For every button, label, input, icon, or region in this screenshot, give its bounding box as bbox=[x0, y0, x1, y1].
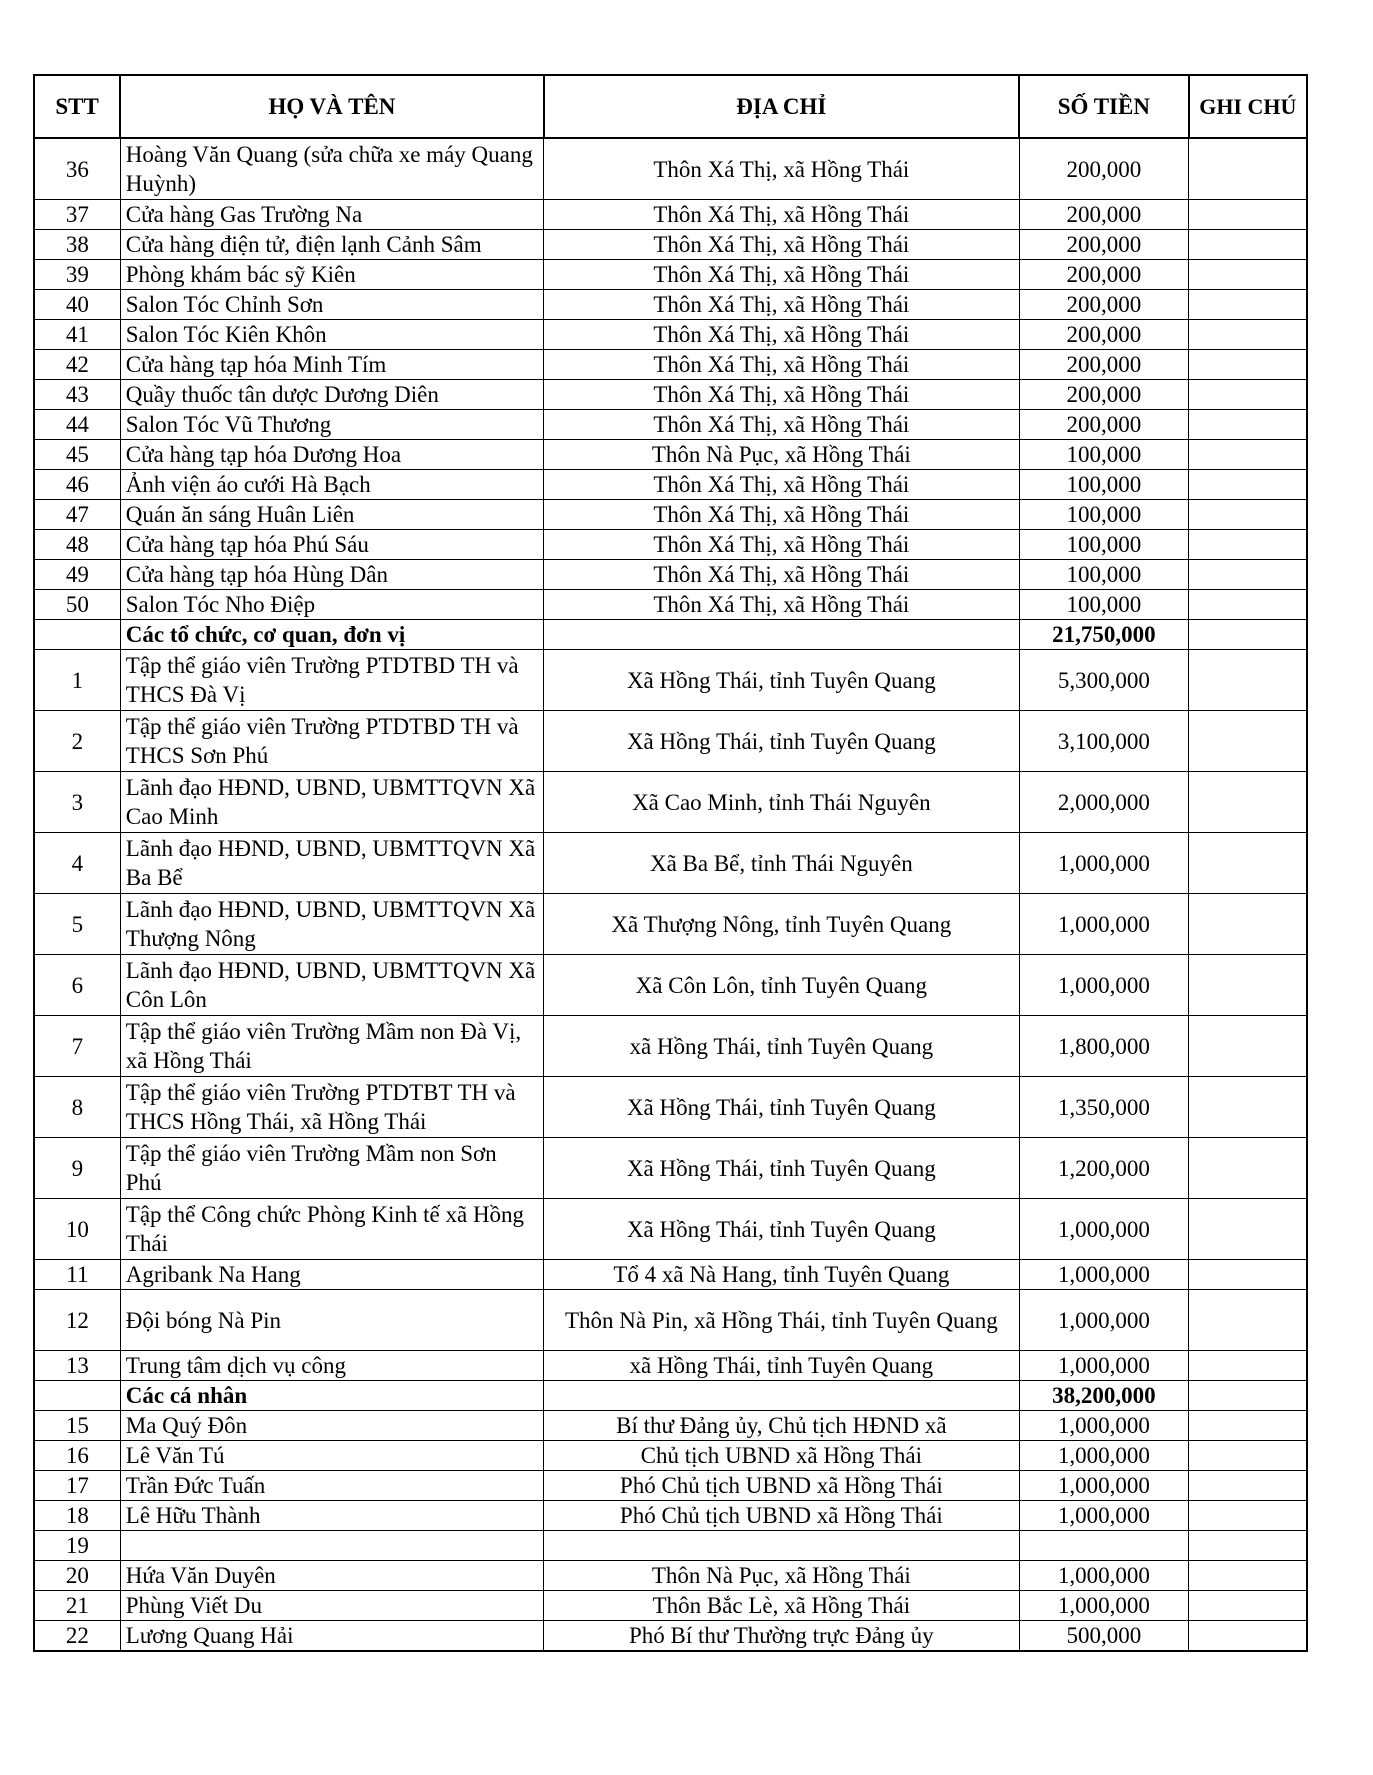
table-row bbox=[34, 590, 1307, 620]
cell-stt: 48 bbox=[34, 530, 120, 560]
table-row bbox=[34, 230, 1307, 260]
cell-stt: 5 bbox=[34, 894, 120, 955]
cell-name: Salon Tóc Nho Điệp bbox=[120, 590, 543, 620]
cell-note bbox=[1189, 1621, 1307, 1652]
cell-address: Thôn Xá Thị, xã Hồng Thái bbox=[544, 350, 1019, 380]
cell-address: Phó Bí thư Thường trực Đảng ủy bbox=[544, 1621, 1019, 1652]
table-row bbox=[34, 138, 1307, 200]
cell-name: Tập thể giáo viên Trường PTDTBD TH và THCS Sơn Phú bbox=[120, 711, 543, 772]
cell-note bbox=[1189, 380, 1307, 410]
cell-name: Lãnh đạo HĐND, UBND, UBMTTQVN Xã Côn Lôn bbox=[120, 955, 543, 1016]
table-row bbox=[34, 955, 1307, 1016]
cell-note bbox=[1189, 772, 1307, 833]
cell-address: xã Hồng Thái, tỉnh Tuyên Quang bbox=[544, 1351, 1019, 1381]
cell-note bbox=[1189, 1016, 1307, 1077]
cell-stt: 47 bbox=[34, 500, 120, 530]
cell-name: Hoàng Văn Quang (sửa chữa xe máy Quang Huỳnh) bbox=[120, 138, 543, 200]
cell-address: Xã Ba Bể, tỉnh Thái Nguyên bbox=[544, 833, 1019, 894]
cell-note bbox=[1189, 650, 1307, 711]
cell-amount: 1,000,000 bbox=[1019, 1260, 1189, 1290]
cell-note bbox=[1189, 260, 1307, 290]
cell-name: Ảnh viện áo cưới Hà Bạch bbox=[120, 470, 543, 500]
cell-address: Thôn Nà Pục, xã Hồng Thái bbox=[544, 1561, 1019, 1591]
cell-address bbox=[544, 1531, 1019, 1561]
cell-stt: 36 bbox=[34, 138, 120, 200]
cell-note bbox=[1189, 620, 1307, 650]
table-row bbox=[34, 1531, 1307, 1561]
table-row bbox=[34, 260, 1307, 290]
cell-amount bbox=[1019, 1531, 1189, 1561]
cell-address: Thôn Xá Thị, xã Hồng Thái bbox=[544, 560, 1019, 590]
header-stt: STT bbox=[34, 75, 120, 138]
cell-name: Các cá nhân bbox=[120, 1381, 543, 1411]
cell-stt: 21 bbox=[34, 1591, 120, 1621]
donation-table bbox=[33, 74, 1308, 1652]
cell-address: Thôn Xá Thị, xã Hồng Thái bbox=[544, 590, 1019, 620]
cell-name: Tập thể giáo viên Trường PTDTBD TH và THCS Đà Vị bbox=[120, 650, 543, 711]
table-row bbox=[34, 1471, 1307, 1501]
table-row bbox=[34, 290, 1307, 320]
cell-name: Lê Văn Tú bbox=[120, 1441, 543, 1471]
cell-note bbox=[1189, 470, 1307, 500]
cell-address: Thôn Xá Thị, xã Hồng Thái bbox=[544, 500, 1019, 530]
cell-address: Thôn Xá Thị, xã Hồng Thái bbox=[544, 290, 1019, 320]
cell-note bbox=[1189, 1260, 1307, 1290]
table-row bbox=[34, 1411, 1307, 1441]
cell-amount: 5,300,000 bbox=[1019, 650, 1189, 711]
cell-note bbox=[1189, 290, 1307, 320]
cell-note bbox=[1189, 894, 1307, 955]
cell-name: Tập thể giáo viên Trường PTDTBT TH và THCS Hồng Thái, xã Hồng Thái bbox=[120, 1077, 543, 1138]
cell-address: Thôn Xá Thị, xã Hồng Thái bbox=[544, 530, 1019, 560]
cell-amount: 200,000 bbox=[1019, 320, 1189, 350]
table-body bbox=[34, 138, 1307, 1651]
cell-amount: 500,000 bbox=[1019, 1621, 1189, 1652]
cell-stt: 22 bbox=[34, 1621, 120, 1652]
cell-amount: 1,350,000 bbox=[1019, 1077, 1189, 1138]
cell-note bbox=[1189, 560, 1307, 590]
cell-amount: 200,000 bbox=[1019, 230, 1189, 260]
cell-address: Xã Hồng Thái, tỉnh Tuyên Quang bbox=[544, 1138, 1019, 1199]
cell-note bbox=[1189, 590, 1307, 620]
cell-address: Xã Hồng Thái, tỉnh Tuyên Quang bbox=[544, 1077, 1019, 1138]
cell-address: Thôn Xá Thị, xã Hồng Thái bbox=[544, 200, 1019, 230]
cell-name: Trần Đức Tuấn bbox=[120, 1471, 543, 1501]
cell-note bbox=[1189, 138, 1307, 200]
cell-stt: 7 bbox=[34, 1016, 120, 1077]
cell-note bbox=[1189, 1138, 1307, 1199]
cell-stt: 20 bbox=[34, 1561, 120, 1591]
table-row bbox=[34, 1199, 1307, 1260]
cell-stt: 39 bbox=[34, 260, 120, 290]
cell-amount: 200,000 bbox=[1019, 290, 1189, 320]
cell-address: Thôn Xá Thị, xã Hồng Thái bbox=[544, 260, 1019, 290]
cell-name: Lãnh đạo HĐND, UBND, UBMTTQVN Xã Ba Bể bbox=[120, 833, 543, 894]
cell-amount: 100,000 bbox=[1019, 470, 1189, 500]
cell-name: Salon Tóc Vũ Thương bbox=[120, 410, 543, 440]
header-amount: SỐ TIỀN bbox=[1019, 75, 1189, 138]
cell-address: Xã Hồng Thái, tỉnh Tuyên Quang bbox=[544, 650, 1019, 711]
cell-stt bbox=[34, 620, 120, 650]
cell-name: Hứa Văn Duyên bbox=[120, 1561, 543, 1591]
cell-name: Cửa hàng tạp hóa Phú Sáu bbox=[120, 530, 543, 560]
cell-note bbox=[1189, 1381, 1307, 1411]
table-row bbox=[34, 894, 1307, 955]
cell-amount: 1,000,000 bbox=[1019, 1471, 1189, 1501]
cell-address: Thôn Bắc Lè, xã Hồng Thái bbox=[544, 1591, 1019, 1621]
cell-amount: 1,000,000 bbox=[1019, 1501, 1189, 1531]
table-row bbox=[34, 772, 1307, 833]
cell-amount: 100,000 bbox=[1019, 500, 1189, 530]
table-row bbox=[34, 470, 1307, 500]
table-row bbox=[34, 1621, 1307, 1652]
cell-stt: 43 bbox=[34, 380, 120, 410]
cell-amount: 100,000 bbox=[1019, 560, 1189, 590]
table-row bbox=[34, 1260, 1307, 1290]
cell-note bbox=[1189, 200, 1307, 230]
cell-stt: 16 bbox=[34, 1441, 120, 1471]
cell-stt: 6 bbox=[34, 955, 120, 1016]
cell-note bbox=[1189, 1199, 1307, 1260]
cell-stt: 40 bbox=[34, 290, 120, 320]
cell-name: Quầy thuốc tân dược Dương Diên bbox=[120, 380, 543, 410]
cell-note bbox=[1189, 350, 1307, 380]
cell-amount: 1,000,000 bbox=[1019, 1561, 1189, 1591]
cell-address: Xã Côn Lôn, tỉnh Tuyên Quang bbox=[544, 955, 1019, 1016]
cell-name: Cửa hàng tạp hóa Dương Hoa bbox=[120, 440, 543, 470]
cell-address: Bí thư Đảng ủy, Chủ tịch HĐND xã bbox=[544, 1411, 1019, 1441]
cell-amount: 200,000 bbox=[1019, 200, 1189, 230]
cell-note bbox=[1189, 1501, 1307, 1531]
cell-name bbox=[120, 1531, 543, 1561]
cell-amount: 100,000 bbox=[1019, 440, 1189, 470]
cell-stt: 13 bbox=[34, 1351, 120, 1381]
cell-note bbox=[1189, 1531, 1307, 1561]
cell-address: Thôn Xá Thị, xã Hồng Thái bbox=[544, 320, 1019, 350]
cell-amount: 200,000 bbox=[1019, 410, 1189, 440]
cell-stt: 1 bbox=[34, 650, 120, 711]
cell-amount: 1,000,000 bbox=[1019, 955, 1189, 1016]
cell-amount: 1,000,000 bbox=[1019, 1441, 1189, 1471]
cell-note bbox=[1189, 1471, 1307, 1501]
cell-amount: 1,800,000 bbox=[1019, 1016, 1189, 1077]
header-name: HỌ VÀ TÊN bbox=[120, 75, 543, 138]
cell-amount: 200,000 bbox=[1019, 138, 1189, 200]
cell-stt: 19 bbox=[34, 1531, 120, 1561]
cell-note bbox=[1189, 1351, 1307, 1381]
cell-name: Cửa hàng tạp hóa Hùng Dân bbox=[120, 560, 543, 590]
cell-address: Thôn Nà Pục, xã Hồng Thái bbox=[544, 440, 1019, 470]
cell-amount: 1,000,000 bbox=[1019, 1290, 1189, 1351]
table-row bbox=[34, 320, 1307, 350]
cell-note bbox=[1189, 955, 1307, 1016]
section-row bbox=[34, 1381, 1307, 1411]
cell-stt: 4 bbox=[34, 833, 120, 894]
cell-stt: 17 bbox=[34, 1471, 120, 1501]
cell-amount: 1,000,000 bbox=[1019, 1411, 1189, 1441]
cell-note bbox=[1189, 1561, 1307, 1591]
cell-note bbox=[1189, 1441, 1307, 1471]
cell-stt: 42 bbox=[34, 350, 120, 380]
cell-note bbox=[1189, 230, 1307, 260]
cell-note bbox=[1189, 500, 1307, 530]
table-row bbox=[34, 560, 1307, 590]
table-row bbox=[34, 530, 1307, 560]
cell-name: Cửa hàng Gas Trường Na bbox=[120, 200, 543, 230]
cell-name: Agribank Na Hang bbox=[120, 1260, 543, 1290]
cell-address: Thôn Xá Thị, xã Hồng Thái bbox=[544, 410, 1019, 440]
cell-amount: 3,100,000 bbox=[1019, 711, 1189, 772]
cell-name: Tập thể giáo viên Trường Mầm non Đà Vị, xã Hồng Thái bbox=[120, 1016, 543, 1077]
table-row bbox=[34, 1351, 1307, 1381]
cell-address: Thôn Xá Thị, xã Hồng Thái bbox=[544, 380, 1019, 410]
cell-stt: 11 bbox=[34, 1260, 120, 1290]
cell-note bbox=[1189, 833, 1307, 894]
table-row bbox=[34, 1290, 1307, 1351]
cell-note bbox=[1189, 711, 1307, 772]
cell-amount: 100,000 bbox=[1019, 530, 1189, 560]
cell-stt: 3 bbox=[34, 772, 120, 833]
cell-stt: 10 bbox=[34, 1199, 120, 1260]
cell-name: Lãnh đạo HĐND, UBND, UBMTTQVN Xã Cao Minh bbox=[120, 772, 543, 833]
cell-name: Tập thể Công chức Phòng Kinh tế xã Hồng Thái bbox=[120, 1199, 543, 1260]
table-row bbox=[34, 1561, 1307, 1591]
cell-name: Quán ăn sáng Huân Liên bbox=[120, 500, 543, 530]
cell-note bbox=[1189, 1077, 1307, 1138]
cell-name: Cửa hàng điện tử, điện lạnh Cảnh Sâm bbox=[120, 230, 543, 260]
cell-name: Trung tâm dịch vụ công bbox=[120, 1351, 543, 1381]
table-row bbox=[34, 1077, 1307, 1138]
cell-amount: 1,000,000 bbox=[1019, 1199, 1189, 1260]
cell-stt: 37 bbox=[34, 200, 120, 230]
cell-note bbox=[1189, 1411, 1307, 1441]
cell-address: xã Hồng Thái, tỉnh Tuyên Quang bbox=[544, 1016, 1019, 1077]
table-row bbox=[34, 1591, 1307, 1621]
cell-amount: 21,750,000 bbox=[1019, 620, 1189, 650]
cell-name: Cửa hàng tạp hóa Minh Tím bbox=[120, 350, 543, 380]
header-note: GHI CHÚ bbox=[1189, 75, 1307, 138]
cell-note bbox=[1189, 440, 1307, 470]
cell-address: Phó Chủ tịch UBND xã Hồng Thái bbox=[544, 1501, 1019, 1531]
cell-stt: 8 bbox=[34, 1077, 120, 1138]
cell-stt: 50 bbox=[34, 590, 120, 620]
cell-stt: 44 bbox=[34, 410, 120, 440]
cell-stt: 12 bbox=[34, 1290, 120, 1351]
cell-address: Thôn Nà Pin, xã Hồng Thái, tỉnh Tuyên Quang bbox=[544, 1290, 1019, 1351]
cell-address: Xã Hồng Thái, tỉnh Tuyên Quang bbox=[544, 711, 1019, 772]
table-row bbox=[34, 440, 1307, 470]
cell-amount: 1,200,000 bbox=[1019, 1138, 1189, 1199]
cell-address bbox=[544, 620, 1019, 650]
header-address: ĐỊA CHỈ bbox=[544, 75, 1019, 138]
cell-amount: 200,000 bbox=[1019, 260, 1189, 290]
cell-amount: 1,000,000 bbox=[1019, 833, 1189, 894]
table-row bbox=[34, 650, 1307, 711]
cell-stt: 38 bbox=[34, 230, 120, 260]
cell-note bbox=[1189, 320, 1307, 350]
table-row bbox=[34, 350, 1307, 380]
table-row bbox=[34, 380, 1307, 410]
cell-note bbox=[1189, 1591, 1307, 1621]
cell-name: Lê Hữu Thành bbox=[120, 1501, 543, 1531]
cell-note bbox=[1189, 530, 1307, 560]
cell-address: Thôn Xá Thị, xã Hồng Thái bbox=[544, 138, 1019, 200]
cell-name: Salon Tóc Kiên Khôn bbox=[120, 320, 543, 350]
table-row bbox=[34, 1138, 1307, 1199]
cell-stt bbox=[34, 1381, 120, 1411]
cell-amount: 38,200,000 bbox=[1019, 1381, 1189, 1411]
table-row bbox=[34, 711, 1307, 772]
cell-note bbox=[1189, 410, 1307, 440]
cell-address: Xã Hồng Thái, tỉnh Tuyên Quang bbox=[544, 1199, 1019, 1260]
table-row bbox=[34, 1016, 1307, 1077]
cell-amount: 1,000,000 bbox=[1019, 1351, 1189, 1381]
cell-address: Thôn Xá Thị, xã Hồng Thái bbox=[544, 470, 1019, 500]
table-row bbox=[34, 410, 1307, 440]
cell-stt: 41 bbox=[34, 320, 120, 350]
cell-address: Thôn Xá Thị, xã Hồng Thái bbox=[544, 230, 1019, 260]
table-row bbox=[34, 1441, 1307, 1471]
cell-stt: 9 bbox=[34, 1138, 120, 1199]
table-row bbox=[34, 200, 1307, 230]
cell-stt: 46 bbox=[34, 470, 120, 500]
cell-name: Lương Quang Hải bbox=[120, 1621, 543, 1652]
cell-stt: 2 bbox=[34, 711, 120, 772]
cell-address: Xã Cao Minh, tỉnh Thái Nguyên bbox=[544, 772, 1019, 833]
cell-name: Các tổ chức, cơ quan, đơn vị bbox=[120, 620, 543, 650]
cell-address: Xã Thượng Nông, tỉnh Tuyên Quang bbox=[544, 894, 1019, 955]
cell-name: Salon Tóc Chỉnh Sơn bbox=[120, 290, 543, 320]
header-row bbox=[34, 75, 1307, 138]
cell-note bbox=[1189, 1290, 1307, 1351]
section-row bbox=[34, 620, 1307, 650]
cell-amount: 1,000,000 bbox=[1019, 1591, 1189, 1621]
table-row bbox=[34, 1501, 1307, 1531]
cell-amount: 100,000 bbox=[1019, 590, 1189, 620]
table-row bbox=[34, 500, 1307, 530]
cell-amount: 200,000 bbox=[1019, 350, 1189, 380]
cell-amount: 1,000,000 bbox=[1019, 894, 1189, 955]
cell-stt: 15 bbox=[34, 1411, 120, 1441]
cell-name: Phòng khám bác sỹ Kiên bbox=[120, 260, 543, 290]
cell-name: Đội bóng Nà Pin bbox=[120, 1290, 543, 1351]
cell-stt: 45 bbox=[34, 440, 120, 470]
cell-address: Phó Chủ tịch UBND xã Hồng Thái bbox=[544, 1471, 1019, 1501]
cell-name: Phùng Viết Du bbox=[120, 1591, 543, 1621]
cell-address: Tổ 4 xã Nà Hang, tỉnh Tuyên Quang bbox=[544, 1260, 1019, 1290]
cell-name: Ma Quý Đôn bbox=[120, 1411, 543, 1441]
cell-stt: 18 bbox=[34, 1501, 120, 1531]
cell-address bbox=[544, 1381, 1019, 1411]
cell-name: Tập thể giáo viên Trường Mầm non Sơn Phú bbox=[120, 1138, 543, 1199]
cell-stt: 49 bbox=[34, 560, 120, 590]
cell-amount: 2,000,000 bbox=[1019, 772, 1189, 833]
cell-name: Lãnh đạo HĐND, UBND, UBMTTQVN Xã Thượng Nông bbox=[120, 894, 543, 955]
cell-address: Chủ tịch UBND xã Hồng Thái bbox=[544, 1441, 1019, 1471]
cell-amount: 200,000 bbox=[1019, 380, 1189, 410]
table-row bbox=[34, 833, 1307, 894]
